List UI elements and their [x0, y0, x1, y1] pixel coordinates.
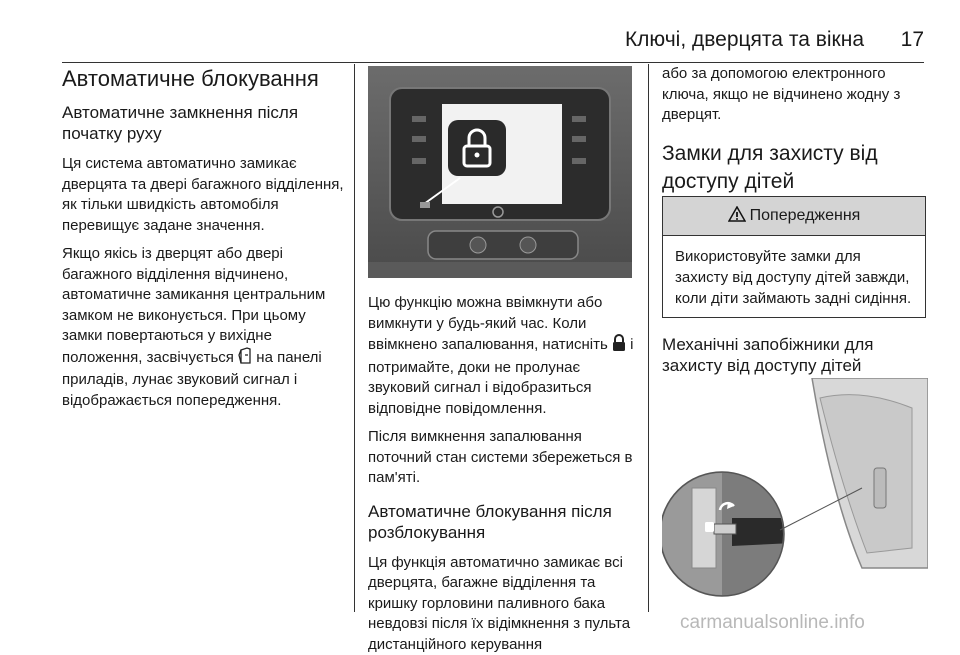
paragraph-toggle-function — [368, 293, 640, 419]
heading-auto-lock-motion: Автоматичне замкнення після початку руху — [62, 102, 348, 144]
paragraph-auto-lock: Ця система автоматично замикає дверцята та двері багажного відділення, як тільки швидкість автомобіля перевищує задане значення. — [62, 154, 348, 236]
paragraph-auto-relock: Ця функція автоматично замикає всі дверцята, багажне відділення та кришку горловини паливного бака невдовзі після їх відімкнення з пульта дистанційного керування — [368, 553, 640, 655]
column-divider-1 — [354, 64, 355, 612]
paragraph-memory: Після вимкнення запалювання поточний стан системи збережеться в пам'яті. — [368, 427, 640, 489]
paragraph-door-open — [62, 244, 348, 411]
child-lock-key-image — [662, 378, 928, 606]
warning-title: Попередження — [750, 207, 861, 225]
header-title: Ключі, дверцята та вікна — [625, 28, 864, 52]
paragraph-door-open-b: на панелі приладів, лунає звуковий сигнал і відображається попередження. — [62, 349, 322, 409]
warning-triangle-icon — [728, 206, 746, 227]
warning-text: Використовуйте замки для захисту від доступу дітей завжди, коли діти займають задні сидіння. — [663, 236, 925, 317]
heading-auto-lock-unlock: Автоматичне блокування після розблокування — [368, 501, 640, 543]
paragraph-door-open-a: Якщо якісь із дверцят або двері багажного відділення відчинено, автоматичне замикання центральним замком не виконується. При цьому замки повертаються у вихідне положення, засвічується — [62, 245, 325, 366]
header-rule — [62, 62, 924, 63]
column-divider-2 — [648, 64, 649, 612]
warning-box — [662, 196, 926, 318]
page-number: 17 — [901, 28, 924, 52]
paragraph-continued: або за допомогою електронного ключа, якщо не відчинено жодну з дверцят. — [662, 64, 928, 126]
infotainment-lock-button-image — [368, 66, 632, 278]
column-3 — [662, 64, 928, 196]
warning-header — [663, 197, 925, 236]
heading-child-locks: Замки для захисту від доступу дітей — [662, 140, 928, 196]
heading-mechanical-child-locks: Механічні запобіжники для захисту від доступу дітей — [662, 334, 928, 376]
column-3-lower — [662, 334, 928, 376]
paragraph-toggle-b: і потримайте, доки не пролунає звуковий сигнал і відобразиться відповідне повідомлення. — [368, 336, 633, 417]
door-open-icon — [238, 347, 252, 371]
page-header — [62, 24, 924, 64]
lock-icon — [612, 334, 626, 358]
column-2 — [368, 293, 640, 655]
watermark: carmanualsonline.info — [680, 612, 865, 634]
column-1 — [62, 64, 348, 411]
chapter-title: Автоматичне блокування — [62, 64, 348, 94]
paragraph-toggle-a: Цю функцію можна ввімкнути або вимкнути у будь-який час. Коли ввімкнено запалювання, натисніть — [368, 294, 608, 353]
